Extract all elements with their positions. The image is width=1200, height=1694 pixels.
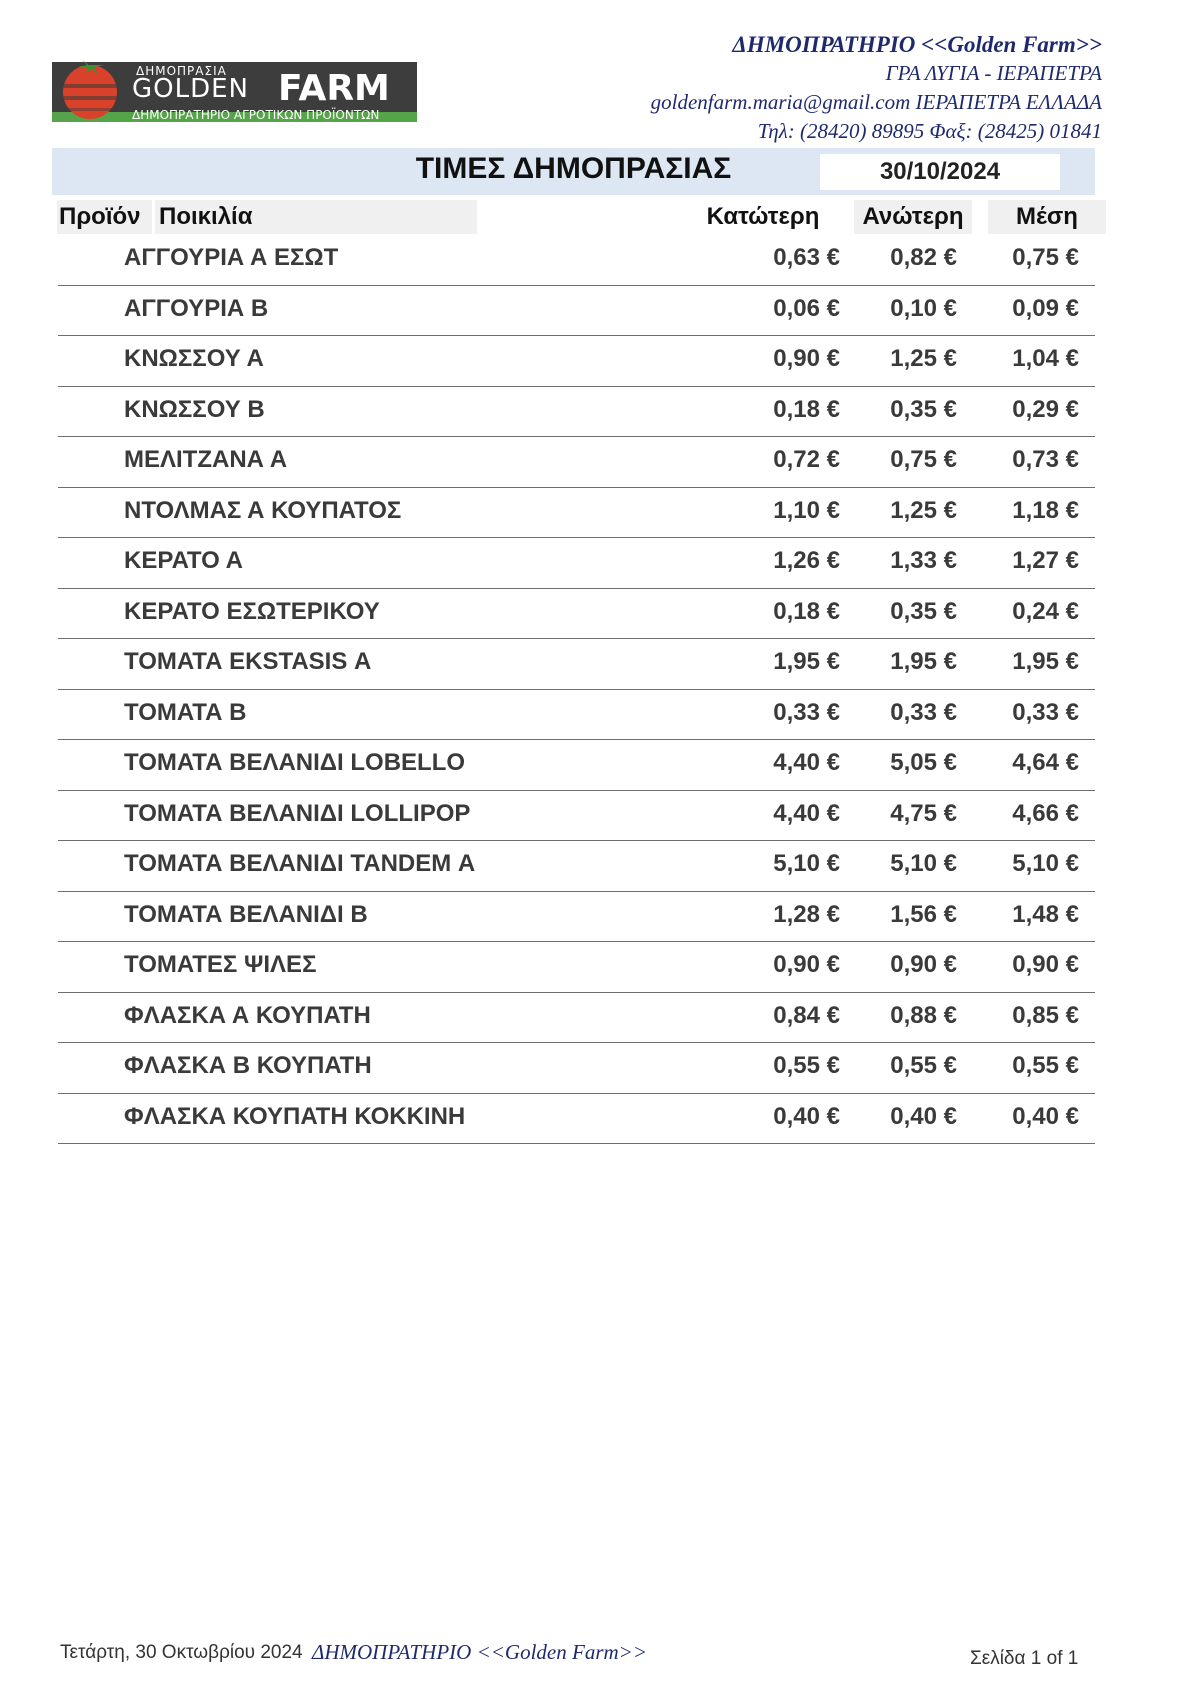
column-header-variety: Ποικιλία <box>155 200 477 234</box>
table-row <box>58 791 1095 842</box>
high-price-cell: 4,75 € <box>890 799 957 827</box>
logo-small-text: ΔΗΜΟΠΡΑΣΙΑ <box>136 64 227 78</box>
low-price-cell: 4,40 € <box>773 749 840 776</box>
variety-cell: ΑΓΓΟΥΡΙΑ Β <box>124 294 269 322</box>
footer-page-number: Σελίδα 1 of 1 <box>970 1648 1079 1669</box>
high-price-cell: 1,95 € <box>890 648 957 675</box>
high-price-cell: 0,75 € <box>890 446 957 473</box>
variety-cell: ΚΕΡΑΤΟ Α <box>124 547 243 574</box>
footer-date: Τετάρτη, 30 Οκτωβρίου 2024 <box>60 1642 303 1663</box>
high-price-cell: 0,35 € <box>890 597 957 625</box>
low-price-cell: 0,40 € <box>773 1102 840 1130</box>
table-row <box>58 488 1095 539</box>
avg-price-cell: 0,90 € <box>1012 951 1079 978</box>
table-row <box>58 841 1095 892</box>
low-price-cell: 0,90 € <box>773 951 840 978</box>
low-price-cell: 0,18 € <box>773 395 840 423</box>
low-price-cell: 0,72 € <box>773 446 840 473</box>
high-price-cell: 0,90 € <box>890 951 957 978</box>
page-title: ΤΙΜΕΣ ΔΗΜΟΠΡΑΣΙΑΣ <box>415 152 732 185</box>
variety-cell: ΤΟΜΑΤΑ ΒΕΛΑΝΙΔΙ TANDEM Α <box>124 850 476 877</box>
logo-tagline: ΔΗΜΟΠΡΑΤΗΡΙΟ ΑΓΡΟΤΙΚΩΝ ΠΡΟΪΟΝΤΩΝ <box>132 108 380 122</box>
variety-cell: ΚΝΩΣΣΟΥ Β <box>124 395 265 423</box>
table-row <box>58 387 1095 438</box>
table-row <box>58 892 1095 943</box>
table-row <box>58 1043 1095 1094</box>
high-price-cell: 1,33 € <box>890 547 957 574</box>
avg-price-cell: 5,10 € <box>1012 850 1079 877</box>
low-price-cell: 0,90 € <box>773 345 840 372</box>
high-price-cell: 0,82 € <box>890 244 957 271</box>
tomato-icon <box>58 54 122 120</box>
avg-price-cell: 1,18 € <box>1012 496 1079 524</box>
column-header-avg: Μέση <box>988 200 1106 234</box>
variety-cell: ΜΕΛΙΤΖΑΝΑ Α <box>124 446 288 473</box>
company-logo <box>52 48 422 124</box>
low-price-cell: 0,84 € <box>773 1001 840 1029</box>
avg-price-cell: 0,75 € <box>1012 244 1079 271</box>
low-price-cell: 5,10 € <box>773 850 840 877</box>
low-price-cell: 0,06 € <box>773 294 840 322</box>
low-price-cell: 0,63 € <box>773 244 840 271</box>
low-price-cell: 1,28 € <box>773 900 840 928</box>
high-price-cell: 1,25 € <box>890 345 957 372</box>
variety-cell: ΤΟΜΑΤΕΣ ΨΙΛΕΣ <box>124 951 317 978</box>
avg-price-cell: 1,27 € <box>1012 547 1079 574</box>
table-row <box>58 538 1095 589</box>
high-price-cell: 0,40 € <box>890 1102 957 1130</box>
variety-cell: ΤΟΜΑΤΑ ΒΕΛΑΝΙΔΙ LOLLIPOP <box>124 799 471 827</box>
low-price-cell: 0,55 € <box>773 1052 840 1079</box>
logo-golden-text: GOLDEN <box>132 74 249 104</box>
avg-price-cell: 0,33 € <box>1012 698 1079 726</box>
company-phone: Τηλ: (28420) 89895 Φαξ: (28425) 01841 <box>757 119 1102 143</box>
avg-price-cell: 0,09 € <box>1012 294 1079 322</box>
variety-cell: ΚΕΡΑΤΟ ΕΣΩΤΕΡΙΚΟΥ <box>124 597 380 625</box>
table-row <box>58 235 1095 286</box>
table-row <box>58 690 1095 741</box>
variety-cell: ΦΛΑΣΚΑ Α ΚΟΥΠΑΤΗ <box>124 1001 371 1029</box>
title-band <box>52 148 1095 195</box>
company-email: goldenfarm.maria@gmail.com ΙΕΡΑΠΕΤΡΑ ΕΛΛΑΔΑ <box>650 90 1102 114</box>
low-price-cell: 4,40 € <box>773 799 840 827</box>
column-header-product: Προϊόν <box>57 200 152 234</box>
table-row <box>58 589 1095 640</box>
high-price-cell: 0,33 € <box>890 698 957 726</box>
column-header-high: Ανώτερη <box>854 200 972 234</box>
table-row <box>58 286 1095 337</box>
column-header-low: Κατώτερη <box>698 200 828 234</box>
company-info <box>651 30 1102 146</box>
variety-cell: ΦΛΑΣΚΑ ΚΟΥΠΑΤΗ ΚΟΚΚΙΝΗ <box>124 1102 466 1130</box>
avg-price-cell: 0,73 € <box>1012 446 1079 473</box>
low-price-cell: 1,26 € <box>773 547 840 574</box>
variety-cell: ΤΟΜΑΤΑ EKSTASIS Α <box>124 648 372 675</box>
table-row <box>58 639 1095 690</box>
table-row <box>58 1094 1095 1145</box>
company-name: ΔΗΜΟΠΡΑΤΗΡΙΟ <<Golden Farm>> <box>732 32 1102 57</box>
avg-price-cell: 0,85 € <box>1012 1001 1079 1029</box>
variety-cell: ΚΝΩΣΣΟΥ Α <box>124 345 264 372</box>
footer-company: ΔΗΜΟΠΡΑΤΗΡΙΟ <<Golden Farm>> <box>312 1640 648 1664</box>
avg-price-cell: 4,66 € <box>1012 799 1079 827</box>
low-price-cell: 0,18 € <box>773 597 840 625</box>
avg-price-cell: 1,95 € <box>1012 648 1079 675</box>
variety-cell: ΤΟΜΑΤΑ Β <box>124 698 247 726</box>
high-price-cell: 1,25 € <box>890 496 957 524</box>
auction-date: 30/10/2024 <box>820 154 1060 190</box>
table-row <box>58 942 1095 993</box>
high-price-cell: 0,10 € <box>890 294 957 322</box>
logo-farm-text: FARM <box>278 68 390 109</box>
variety-cell: ΦΛΑΣΚΑ Β ΚΟΥΠΑΤΗ <box>124 1052 372 1079</box>
high-price-cell: 5,05 € <box>890 749 957 776</box>
variety-cell: ΑΓΓΟΥΡΙΑ Α ΕΣΩΤ <box>124 244 339 271</box>
table-row <box>58 993 1095 1044</box>
variety-cell: ΝΤΟΛΜΑΣ Α ΚΟΥΠΑΤΟΣ <box>124 496 402 524</box>
high-price-cell: 0,55 € <box>890 1052 957 1079</box>
high-price-cell: 5,10 € <box>890 850 957 877</box>
variety-cell: ΤΟΜΑΤΑ ΒΕΛΑΝΙΔΙ Β <box>124 900 368 928</box>
avg-price-cell: 4,64 € <box>1012 749 1079 776</box>
table-row <box>58 740 1095 791</box>
avg-price-cell: 1,04 € <box>1012 345 1079 372</box>
table-row <box>58 437 1095 488</box>
high-price-cell: 0,88 € <box>890 1001 957 1029</box>
high-price-cell: 0,35 € <box>890 395 957 423</box>
low-price-cell: 1,10 € <box>773 496 840 524</box>
avg-price-cell: 0,24 € <box>1012 597 1079 625</box>
low-price-cell: 1,95 € <box>773 648 840 675</box>
high-price-cell: 1,56 € <box>890 900 957 928</box>
variety-cell: ΤΟΜΑΤΑ ΒΕΛΑΝΙΔΙ LOBELLO <box>124 749 466 776</box>
company-location: ΓΡΑ ΛΥΓΙΑ - ΙΕΡΑΠΕΤΡΑ <box>885 61 1102 85</box>
low-price-cell: 0,33 € <box>773 698 840 726</box>
avg-price-cell: 1,48 € <box>1012 900 1079 928</box>
avg-price-cell: 0,40 € <box>1012 1102 1079 1130</box>
avg-price-cell: 0,29 € <box>1012 395 1079 423</box>
avg-price-cell: 0,55 € <box>1012 1052 1079 1079</box>
table-row <box>58 336 1095 387</box>
price-table <box>58 235 1095 1144</box>
